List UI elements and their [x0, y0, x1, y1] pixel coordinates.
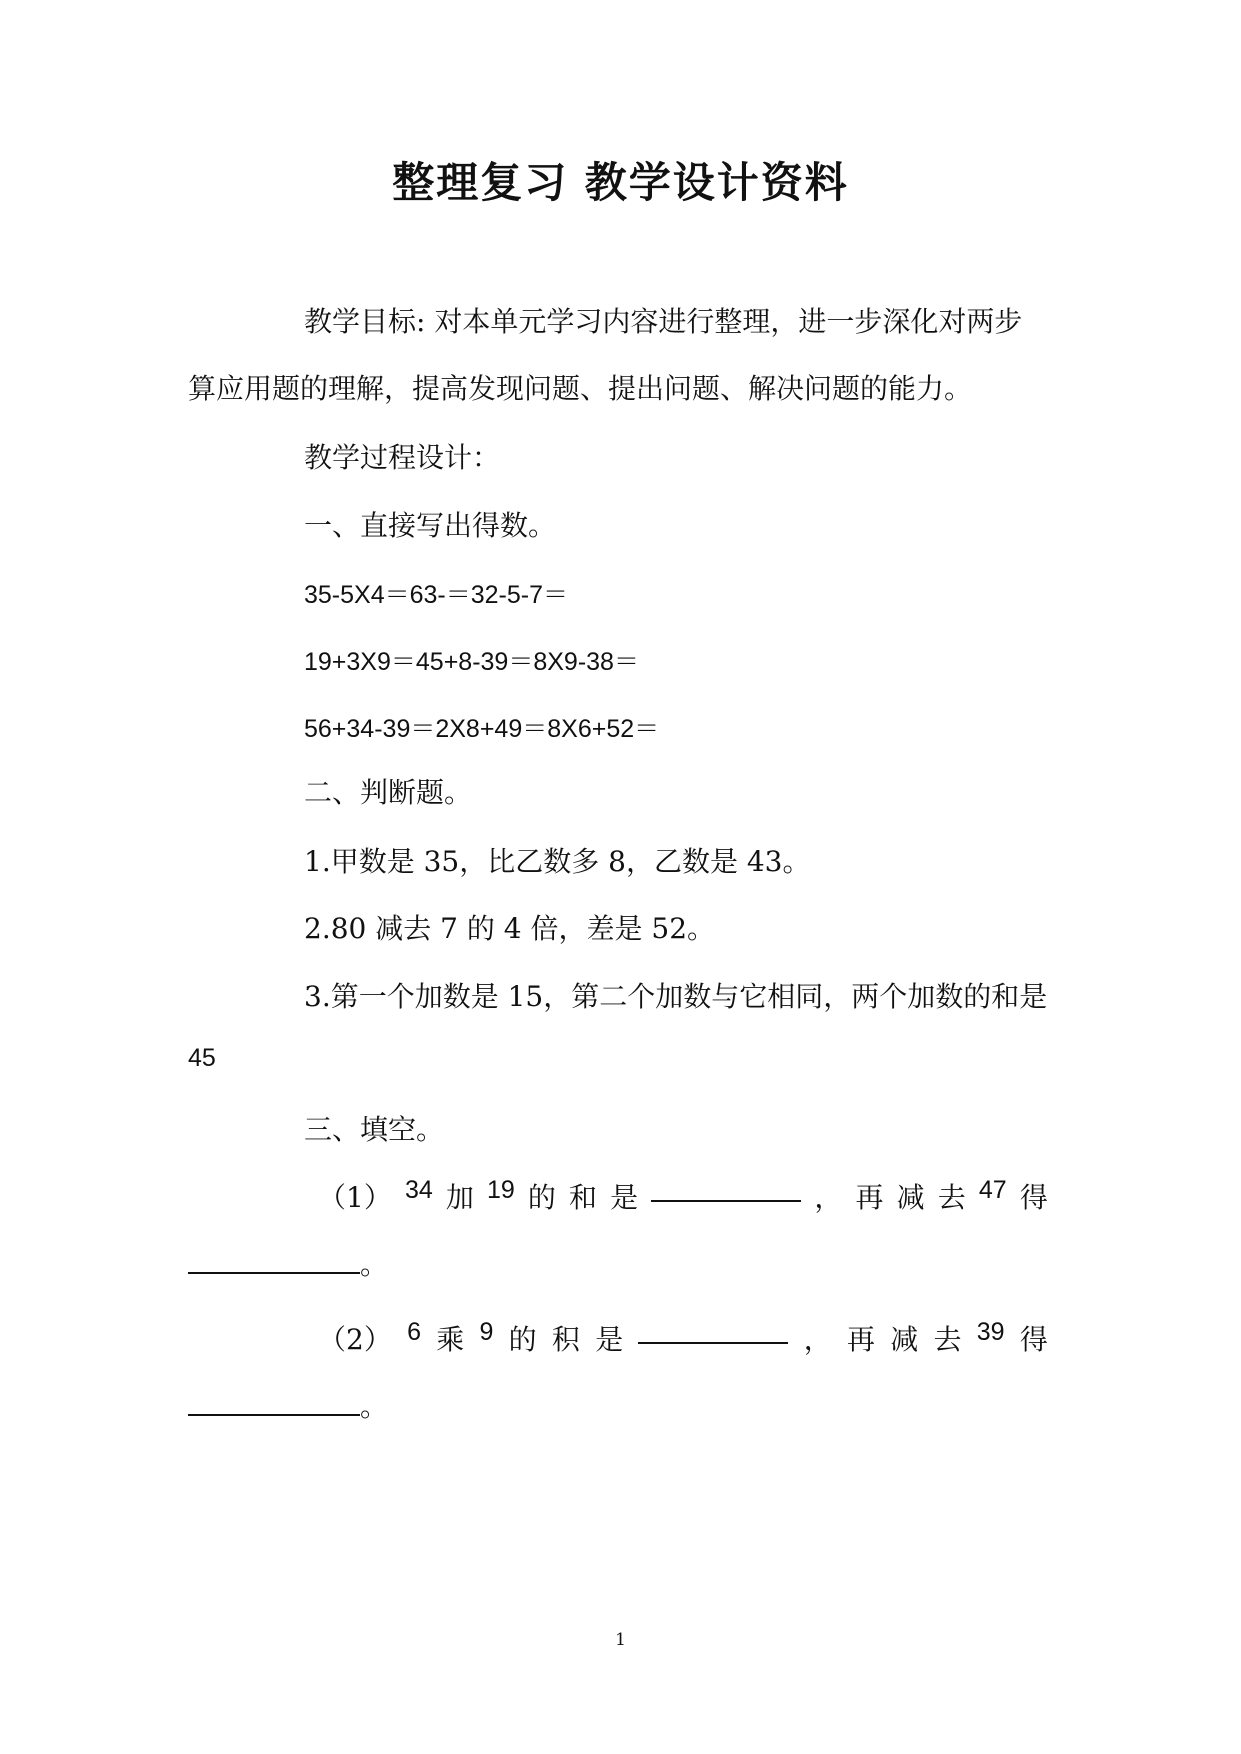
fill-question-2 — [318, 1318, 1048, 1358]
question-word: 减 — [896, 1181, 925, 1214]
question-word: 去 — [937, 1181, 966, 1214]
objective-line-1: 教学目标: 对本单元学习内容进行整理，进一步深化对两步 — [304, 305, 1023, 338]
calc-row-3: 56+34-39＝2X8+49＝8X6+52＝ — [304, 715, 660, 743]
question-word: 9 — [479, 1318, 494, 1346]
fill-question-1 — [318, 1176, 1048, 1216]
question-word: 再 — [846, 1323, 875, 1356]
question-word: （1） — [318, 1181, 392, 1214]
judge-item-3-line-1: 3.第一个加数是 15，第二个加数与它相同，两个加数的和是 — [304, 980, 1048, 1013]
judge-item-2: 2.80 减去 7 的 4 倍，差是 52。 — [304, 912, 716, 945]
fill-question-1-end: 。 — [360, 1248, 389, 1281]
question-word: 得 — [1019, 1181, 1048, 1214]
objective-line-2: 算应用题的理解，提高发现问题、提出问题、解决问题的能力。 — [188, 372, 973, 405]
question-word: 34 — [404, 1176, 433, 1204]
page-number: 1 — [615, 1630, 626, 1650]
fill-question-2-answer-line — [188, 1385, 388, 1425]
calc-row-2: 19+3X9＝45+8-39＝8X9-38＝ — [304, 648, 639, 676]
question-word: 积 — [551, 1323, 580, 1356]
question-word: ， — [814, 1181, 843, 1214]
question-word: 再 — [855, 1181, 884, 1214]
fill-question-2-end: 。 — [360, 1390, 389, 1423]
question-word: 47 — [978, 1176, 1007, 1204]
question-word: 19 — [486, 1176, 515, 1204]
question-word: 减 — [890, 1323, 919, 1356]
question-word: 得 — [1019, 1323, 1048, 1356]
question-word: 是 — [610, 1181, 639, 1214]
section1-heading: 一、直接写出得数。 — [304, 509, 557, 542]
question-word: 的 — [527, 1181, 556, 1214]
answer-blank[interactable] — [188, 1248, 360, 1274]
process-heading: 教学过程设计： — [304, 441, 501, 474]
question-word: ， — [803, 1323, 832, 1356]
question-word: 乘 — [436, 1323, 465, 1356]
question-word: 去 — [933, 1323, 962, 1356]
question-word: 6 — [407, 1318, 421, 1346]
answer-blank[interactable] — [638, 1318, 788, 1344]
question-word: 是 — [595, 1323, 624, 1356]
section3-heading: 三、填空。 — [304, 1113, 445, 1146]
answer-blank[interactable] — [651, 1176, 801, 1202]
question-word: （2） — [318, 1323, 392, 1356]
question-word: 和 — [569, 1181, 598, 1214]
section2-heading: 二、判断题。 — [304, 776, 473, 809]
question-word: 39 — [976, 1318, 1005, 1346]
judge-item-1: 1.甲数是 35，比乙数多 8，乙数是 43。 — [304, 845, 811, 878]
fill-question-1-answer-line — [188, 1243, 388, 1283]
question-word: 加 — [445, 1181, 474, 1214]
document-title: 整理复习 教学设计资料 — [392, 158, 849, 207]
answer-blank[interactable] — [188, 1390, 360, 1416]
calc-row-1: 35-5X4＝63-＝32-5-7＝ — [304, 581, 569, 609]
judge-item-3-line-2: 45 — [188, 1044, 216, 1072]
question-word: 的 — [508, 1323, 537, 1356]
